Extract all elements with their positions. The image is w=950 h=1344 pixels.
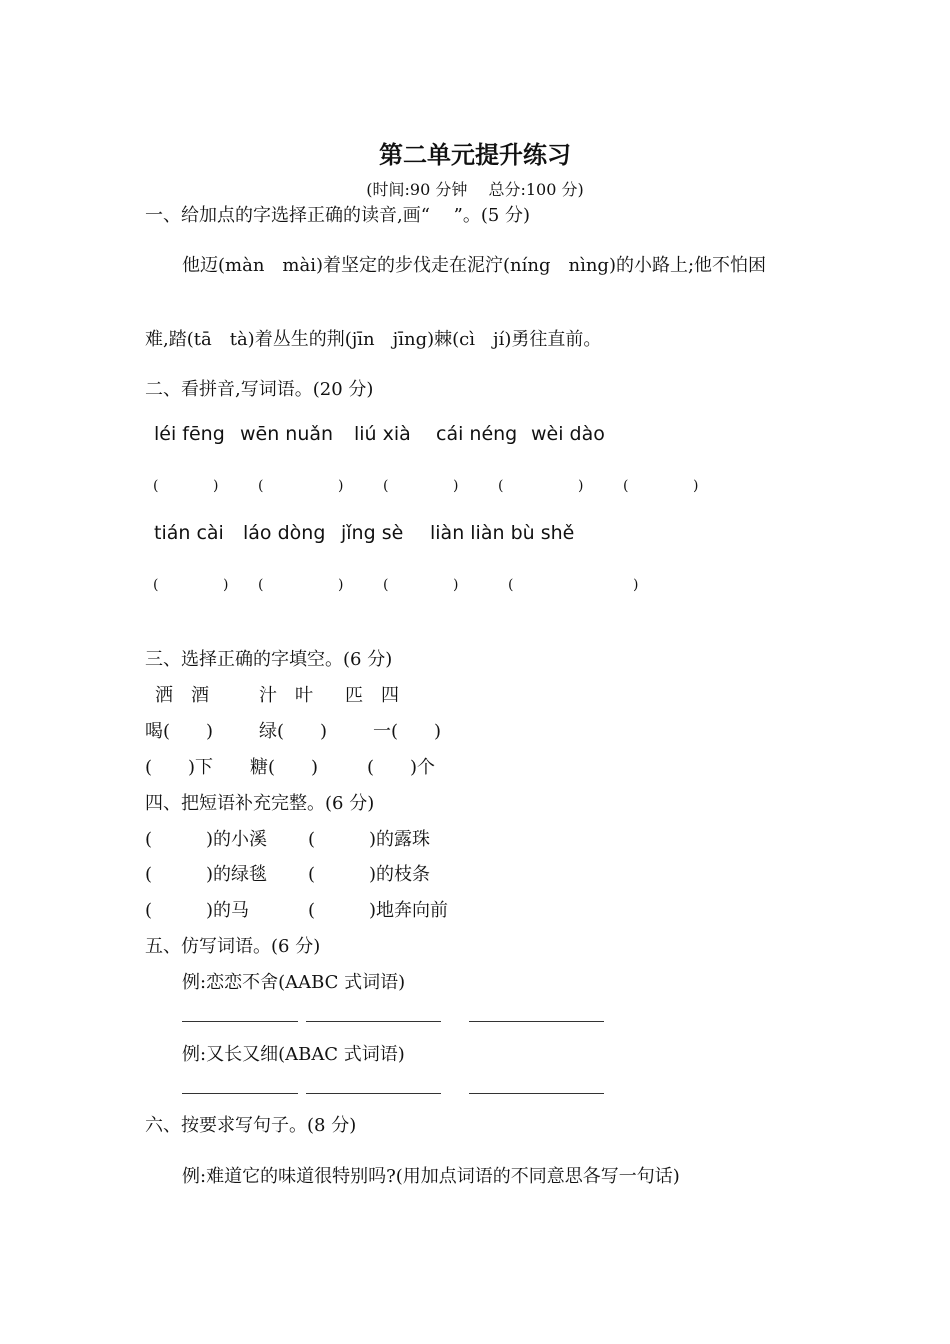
pinyin-item: liú xià (354, 423, 411, 445)
answer-blank-open: ( (498, 478, 504, 494)
answer-blank-close: ) (578, 478, 584, 494)
section-1-line-1: 他迈(màn mài)着坚定的步伐走在泥泞(níng nìng)的小路上;他不怕困 (182, 255, 767, 276)
answer-blank-open: ( (508, 577, 514, 593)
pinyin-item: cái néng (436, 423, 518, 445)
section-5-heading: 五、仿写词语。(6 分) (145, 936, 321, 957)
section-1-heading: 一、给加点的字选择正确的读音,画“ ”。(5 分) (145, 205, 531, 226)
section-1-line-2: 难,踏(tā tà)着丛生的荆(jīn jīng)棘(cì jí)勇往直前。 (145, 329, 602, 350)
fill-blank-item: 绿( ) (259, 721, 328, 742)
answer-line (469, 1021, 604, 1022)
answer-blank-open: ( (153, 577, 159, 593)
fill-blank-item: 一( ) (373, 721, 442, 742)
example-3: 例:难道它的味道很特别吗?(用加点词语的不同意思各写一句话) (182, 1166, 680, 1187)
page-title: 第二单元提升练习 (379, 140, 571, 169)
pinyin-item: jǐng sè (341, 522, 404, 544)
answer-blank-close: ) (633, 577, 639, 593)
answer-blank-open: ( (153, 478, 159, 494)
phrase-item: ( )的绿毯 (145, 864, 268, 885)
example-1: 例:恋恋不舍(AABC 式词语) (182, 972, 406, 993)
phrase-item: ( )的小溪 (145, 829, 268, 850)
fill-blank-item: 糖( ) (250, 757, 319, 778)
answer-line (306, 1093, 441, 1094)
pinyin-item: liàn liàn bù shě (430, 522, 575, 544)
answer-blank-close: ) (453, 577, 459, 593)
answer-blank-open: ( (258, 577, 264, 593)
answer-blank-close: ) (338, 478, 344, 494)
answer-blank-close: ) (213, 478, 219, 494)
answer-blank-open: ( (383, 577, 389, 593)
answer-blank-close: ) (453, 478, 459, 494)
answer-line (182, 1093, 298, 1094)
section-6-heading: 六、按要求写句子。(8 分) (145, 1115, 357, 1136)
phrase-item: ( )的马 (145, 900, 250, 921)
pinyin-item: léi fēng (154, 423, 225, 445)
example-2: 例:又长又细(ABAC 式词语) (182, 1044, 405, 1065)
phrase-item: ( )地奔向前 (308, 900, 449, 921)
fill-blank-item: 喝( ) (145, 721, 214, 742)
answer-line (469, 1093, 604, 1094)
answer-blank-open: ( (258, 478, 264, 494)
answer-line (306, 1021, 441, 1022)
fill-blank-item: ( )个 (367, 757, 436, 778)
pinyin-item: láo dòng (243, 522, 326, 544)
answer-blank-close: ) (693, 478, 699, 494)
exam-meta: (时间:90 分钟 总分:100 分) (366, 180, 584, 199)
section-2-heading: 二、看拼音,写词语。(20 分) (145, 379, 374, 400)
char-choices: 汁 叶 (259, 685, 313, 706)
char-choices: 匹 四 (345, 685, 399, 706)
section-3-heading: 三、选择正确的字填空。(6 分) (145, 649, 393, 670)
phrase-item: ( )的枝条 (308, 864, 431, 885)
char-choices: 洒 酒 (155, 685, 209, 706)
answer-blank-open: ( (623, 478, 629, 494)
answer-blank-close: ) (338, 577, 344, 593)
pinyin-item: wēn nuǎn (240, 423, 334, 445)
fill-blank-item: ( )下 (145, 757, 214, 778)
answer-blank-open: ( (383, 478, 389, 494)
answer-line (182, 1021, 298, 1022)
phrase-item: ( )的露珠 (308, 829, 431, 850)
answer-blank-close: ) (223, 577, 229, 593)
pinyin-item: wèi dào (531, 423, 605, 445)
pinyin-item: tián cài (154, 522, 224, 544)
section-4-heading: 四、把短语补充完整。(6 分) (145, 793, 375, 814)
